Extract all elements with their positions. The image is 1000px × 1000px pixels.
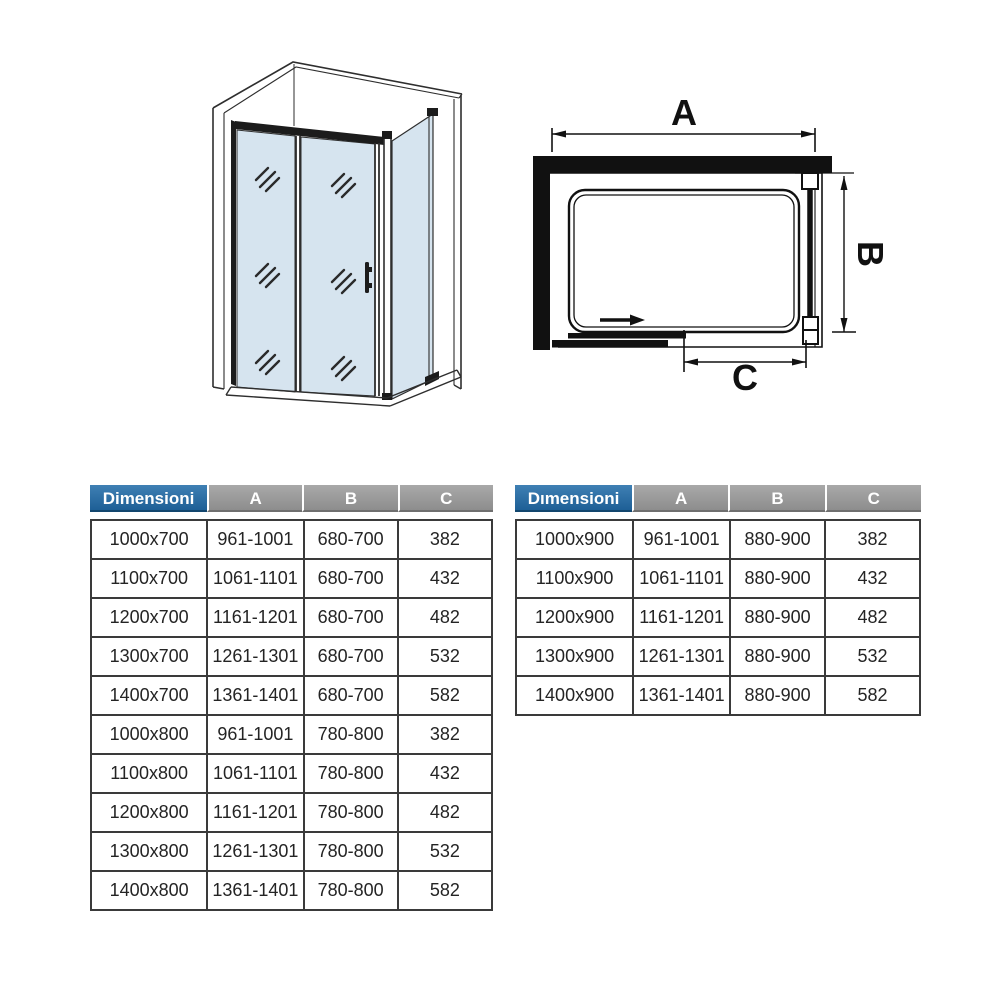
table-row [91, 559, 492, 598]
table-cell: 1200x900 [516, 598, 633, 637]
table-row [91, 637, 492, 676]
table-cell: 382 [398, 715, 492, 754]
table-cell: 1300x800 [91, 832, 207, 871]
table-cell: 582 [398, 676, 492, 715]
table-cell: 532 [398, 832, 492, 871]
table-row [516, 520, 920, 559]
table-row [516, 637, 920, 676]
table-cell: 880-900 [730, 676, 825, 715]
table-cell: 1361-1401 [207, 871, 303, 910]
table-cell: 1300x700 [91, 637, 207, 676]
table-cell: 680-700 [304, 637, 398, 676]
table-cell: 780-800 [304, 715, 398, 754]
table-cell: 680-700 [304, 559, 398, 598]
header-col-b: B [728, 485, 824, 512]
table-body [90, 519, 493, 911]
table-cell: 1061-1101 [207, 754, 303, 793]
table-cell: 1000x800 [91, 715, 207, 754]
table-cell: 680-700 [304, 598, 398, 637]
header-col-a: A [632, 485, 728, 512]
center-divider [296, 136, 300, 392]
front-door-unit [231, 120, 392, 400]
table-cell: 1261-1301 [207, 832, 303, 871]
table-cell: 1161-1201 [207, 793, 303, 832]
table-cell: 1361-1401 [633, 676, 730, 715]
header-col-c: C [825, 485, 921, 512]
table-cell: 961-1001 [207, 520, 303, 559]
table-cell: 680-700 [304, 676, 398, 715]
table-row [91, 598, 492, 637]
table-cell: 1061-1101 [633, 559, 730, 598]
right-post [382, 131, 392, 400]
table-cell: 1361-1401 [207, 676, 303, 715]
table-cell: 432 [825, 559, 920, 598]
table-header [515, 485, 921, 512]
table-cell: 1061-1101 [207, 559, 303, 598]
right-wall [454, 95, 461, 389]
table-row [91, 715, 492, 754]
dimension-table-700-800 [90, 485, 493, 911]
table-header [90, 485, 493, 512]
table-cell: 382 [825, 520, 920, 559]
table-cell: 1000x900 [516, 520, 633, 559]
door-stile [375, 143, 379, 396]
table-cell: 432 [398, 754, 492, 793]
table-cell: 780-800 [304, 793, 398, 832]
table-cell: 780-800 [304, 754, 398, 793]
table-row [91, 793, 492, 832]
table-row [91, 832, 492, 871]
table-cell: 1161-1201 [633, 598, 730, 637]
table-cell: 961-1001 [633, 520, 730, 559]
enclosure-outline [550, 173, 822, 347]
label-b: B [850, 241, 891, 267]
header-col-b: B [302, 485, 397, 512]
header-col-a: A [207, 485, 302, 512]
ceiling-frame [213, 62, 462, 126]
table-cell: 1300x900 [516, 637, 633, 676]
table-cell: 880-900 [730, 598, 825, 637]
table-cell: 532 [825, 637, 920, 676]
table-cell: 1400x700 [91, 676, 207, 715]
table-cell: 780-800 [304, 832, 398, 871]
header-dimensioni: Dimensioni [90, 485, 207, 512]
side-panel [802, 173, 818, 344]
table-cell: 382 [398, 520, 492, 559]
top-view-diagram [518, 78, 970, 410]
walls [533, 156, 832, 350]
table-row [91, 754, 492, 793]
table-cell: 880-900 [730, 637, 825, 676]
side-glass-panel [392, 108, 439, 399]
table-cell: 1261-1301 [633, 637, 730, 676]
table-row [516, 676, 920, 715]
table-cell: 1200x700 [91, 598, 207, 637]
table-cell: 880-900 [730, 559, 825, 598]
table-cell: 1100x900 [516, 559, 633, 598]
sliding-door-bars [552, 333, 686, 348]
perspective-diagram [180, 46, 480, 430]
table-cell: 1100x700 [91, 559, 207, 598]
table-cell: 532 [398, 637, 492, 676]
left-post [231, 120, 236, 386]
table-cell: 1400x900 [516, 676, 633, 715]
table-row [91, 871, 492, 910]
table-row [91, 676, 492, 715]
table-cell: 961-1001 [207, 715, 303, 754]
table-row [516, 559, 920, 598]
shower-tray [569, 190, 799, 332]
dimension-a [552, 92, 815, 152]
table-cell: 1100x800 [91, 754, 207, 793]
table-row [516, 598, 920, 637]
table-cell: 880-900 [730, 520, 825, 559]
table-row [91, 520, 492, 559]
left-wall [213, 108, 224, 389]
table-body [515, 519, 921, 716]
slide-direction-arrow [600, 315, 645, 326]
table-cell: 1200x800 [91, 793, 207, 832]
table-cell: 1261-1301 [207, 637, 303, 676]
table-cell: 482 [825, 598, 920, 637]
table-cell: 582 [825, 676, 920, 715]
header-col-c: C [398, 485, 493, 512]
table-cell: 780-800 [304, 871, 398, 910]
table-cell: 1000x700 [91, 520, 207, 559]
label-a: A [671, 92, 697, 133]
table-cell: 482 [398, 598, 492, 637]
table-cell: 1161-1201 [207, 598, 303, 637]
table-cell: 582 [398, 871, 492, 910]
table-cell: 432 [398, 559, 492, 598]
table-cell: 482 [398, 793, 492, 832]
header-dimensioni: Dımensioni [515, 485, 632, 512]
table-cell: 1400x800 [91, 871, 207, 910]
dimension-c [684, 330, 806, 398]
table-cell: 680-700 [304, 520, 398, 559]
label-c: C [732, 357, 758, 398]
dimension-table-900 [515, 485, 921, 716]
